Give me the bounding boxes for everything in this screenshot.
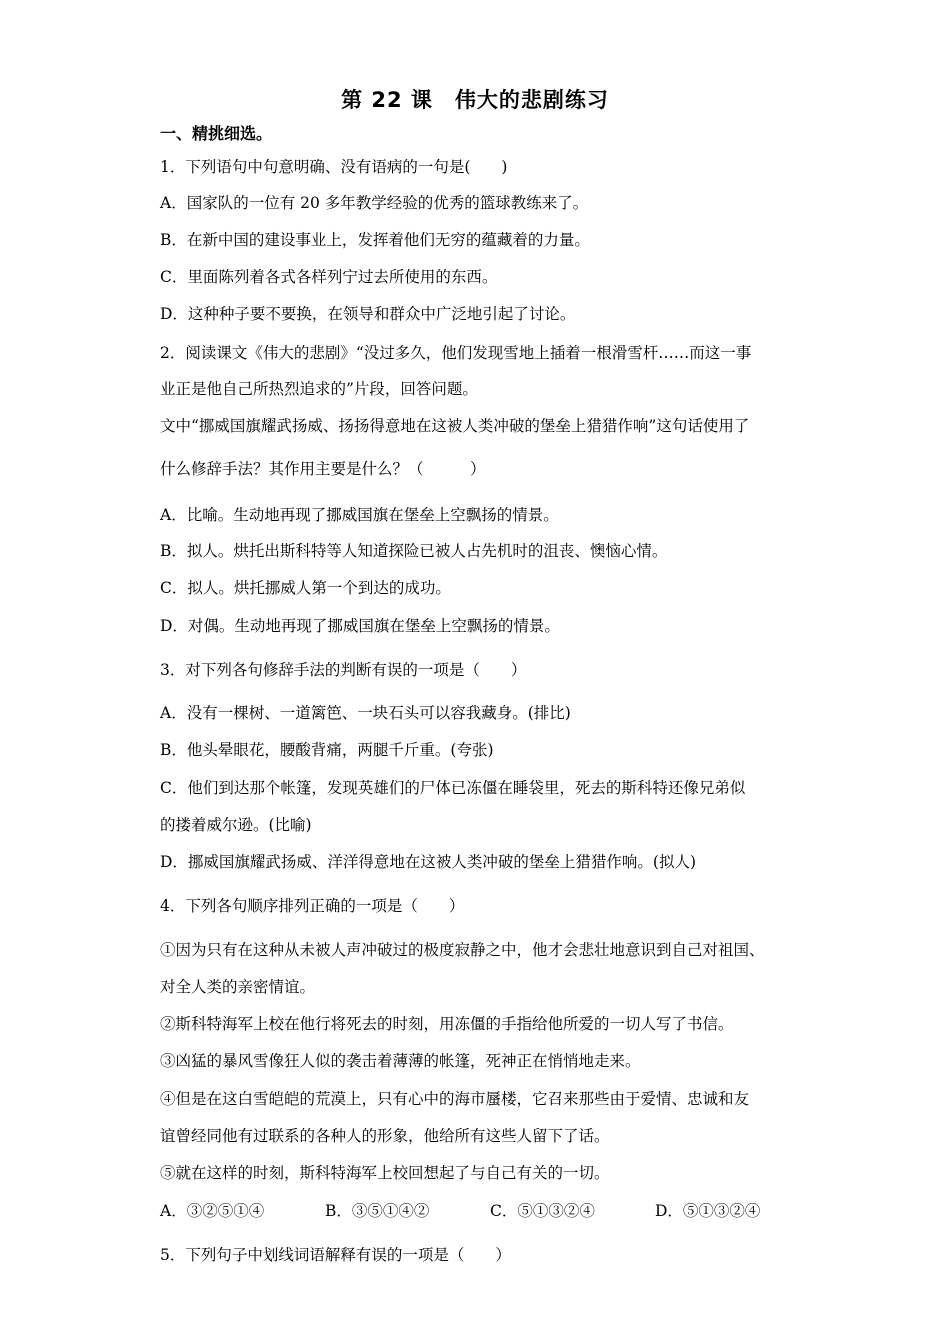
question-4-option-a: A．③②⑤①④ [160, 1202, 265, 1220]
question-4-sentence-4-line-2: 谊曾经同他有过联系的各种人的形象，他给所有这些人留下了话。 [160, 1127, 610, 1145]
question-2-option-b: B．拟人。烘托出斯科特等人知道探险已被人占先机时的沮丧、懊恼心情。 [160, 542, 668, 560]
question-4-option-c: C．⑤①③②④ [490, 1202, 595, 1220]
question-2-stem-line-2: 业正是他自己所热烈追求的”片段，回答问题。 [160, 380, 478, 398]
question-4-sentence-2: ②斯科特海军上校在他行将死去的时刻，用冻僵的手指给他所爱的一切人写了书信。 [160, 1015, 734, 1033]
question-2-option-c: C．拟人。烘托挪威人第一个到达的成功。 [160, 579, 451, 597]
question-2-stem-line-3: 文中“挪威国旗耀武扬威、扬扬得意地在这被人类冲破的堡垒上猎猎作响”这句话使用了 [160, 417, 750, 435]
question-2-stem-line-4: 什么修辞手法？其作用主要是什么？（ ） [160, 460, 486, 478]
question-2-option-d: D．对偶。生动地再现了挪威国旗在堡垒上空飘扬的情景。 [160, 617, 560, 635]
question-4-sentence-4-line-1: ④但是在这白雪皑皑的荒漠上，只有心中的海市蜃楼，它召来那些由于爱情、忠诚和友 [160, 1090, 750, 1108]
question-5-stem: 5．下列句子中划线词语解释有误的一项是（ ） [160, 1246, 511, 1264]
question-4-sentence-5: ⑤就在这样的时刻，斯科特海军上校回想起了与自己有关的一切。 [160, 1164, 610, 1182]
question-1-option-c: C．里面陈列着各式各样列宁过去所使用的东西。 [160, 268, 498, 286]
question-2-option-a: A．比喻。生动地再现了挪威国旗在堡垒上空飘扬的情景。 [160, 506, 559, 524]
question-4-sentence-3: ③凶猛的暴风雪像狂人似的袭击着薄薄的帐篷，死神正在悄悄地走来。 [160, 1052, 641, 1070]
question-4-option-d: D．⑤①③②④ [655, 1202, 761, 1220]
question-4-sentence-1-line-1: ①因为只有在这种从未被人声冲破过的极度寂静之中，他才会悲壮地意识到自己对祖国、 [160, 941, 765, 959]
question-4-stem: 4．下列各句顺序排列正确的一项是（ ） [160, 897, 465, 915]
question-3-option-c-line-1: C．他们到达那个帐篷，发现英雄们的尸体已冻僵在睡袋里，死去的斯科特还像兄弟似 [160, 779, 746, 797]
question-1-stem: 1．下列语句中句意明确、没有语病的一句是( ) [160, 158, 508, 176]
question-3-stem: 3．对下列各句修辞手法的判断有误的一项是（ ） [160, 661, 527, 679]
question-3-option-a: A．没有一棵树、一道篱笆、一块石头可以容我藏身。(排比) [160, 704, 571, 722]
question-1-option-b: B．在新中国的建设事业上，发挥着他们无穷的蕴藏着的力量。 [160, 231, 590, 249]
question-3-option-c-line-2: 的搂着威尔逊。(比喻) [160, 816, 312, 834]
question-4-sentence-1-line-2: 对全人类的亲密情谊。 [160, 978, 316, 996]
question-1-option-d: D．这种种子要不要换，在领导和群众中广泛地引起了讨论。 [160, 305, 576, 323]
page-title: 第 22 课 伟大的悲剧练习 [341, 88, 609, 112]
question-3-option-b: B．他头晕眼花，腰酸背痛，两腿千斤重。(夸张) [160, 741, 494, 759]
question-1-option-a: A．国家队的一位有 20 多年教学经验的优秀的篮球教练来了。 [160, 194, 589, 212]
question-4-option-b: B．③⑤①④② [325, 1202, 430, 1220]
question-2-stem-line-1: 2．阅读课文《伟大的悲剧》“没过多久，他们发现雪地上插着一根滑雪杆……而这一事 [160, 344, 752, 362]
question-3-option-d: D．挪威国旗耀武扬威、洋洋得意地在这被人类冲破的堡垒上猎猎作响。(拟人) [160, 853, 697, 871]
section-heading: 一、精挑细选。 [160, 124, 273, 143]
